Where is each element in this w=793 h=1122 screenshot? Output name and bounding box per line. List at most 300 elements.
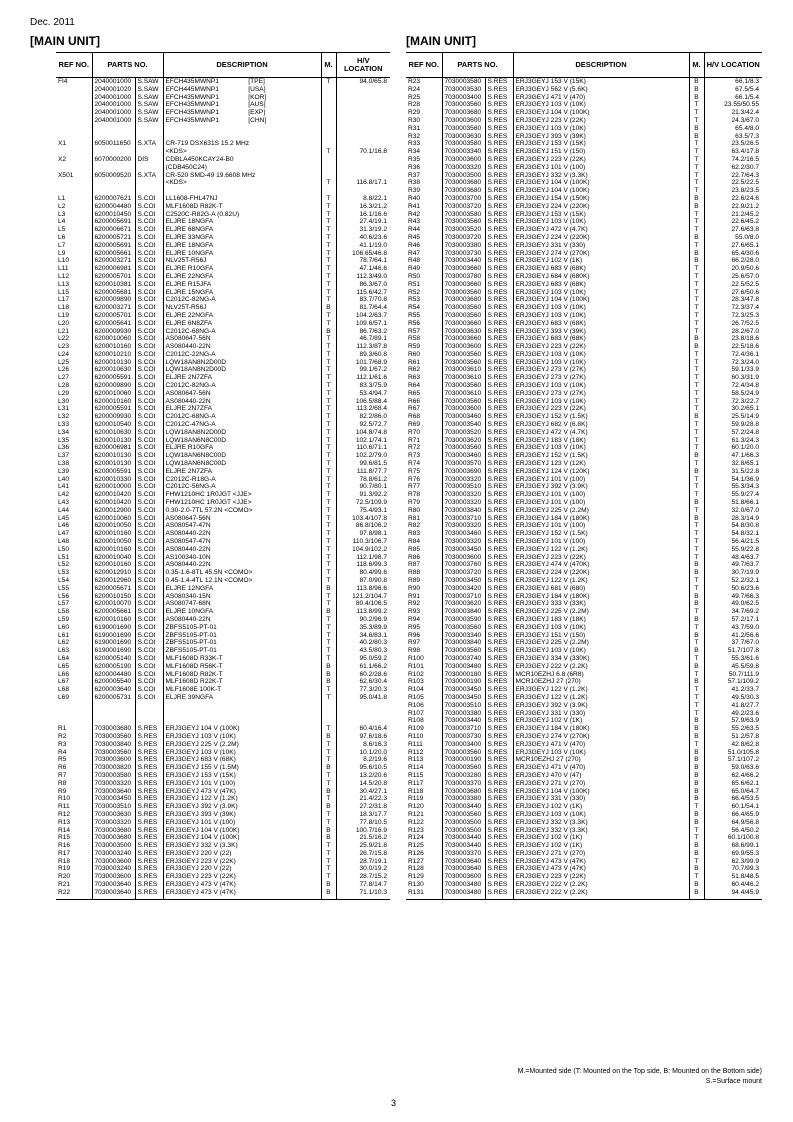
section-title-left: [MAIN UNIT] (30, 34, 100, 48)
description-cell: <KDS> (163, 179, 321, 187)
table-row (56, 172, 390, 180)
mounted-side-cell: T (321, 351, 336, 359)
ref-no-cell: L64 (58, 654, 70, 662)
table-row (56, 788, 390, 796)
hv-location-cell: 68.6/99.1 (704, 842, 762, 850)
hv-location-cell: 95.6/10.5 (336, 764, 390, 772)
part-no-cell: 7030003510 (442, 483, 485, 491)
ref-no-cell (56, 148, 92, 156)
ref-no-cell (56, 164, 92, 172)
table-row (56, 366, 390, 374)
hv-location-cell: 51.0/105.8 (704, 749, 762, 757)
hv-location-cell: 83.7/70.8 (336, 296, 390, 304)
description-cell: EFCH435MWNP1 [EXP] (163, 109, 321, 117)
mounted-side-cell: T (689, 554, 704, 562)
ref-no-cell: L61 (58, 631, 70, 639)
mounted-side-cell: T (321, 405, 336, 413)
mounted-side-cell: T (321, 289, 336, 297)
table-row (56, 538, 390, 546)
ref-no-cell: L19 (58, 311, 70, 319)
description-cell: ERJ3GEYJ 102 V (1K) (513, 803, 689, 811)
part-type-cell: S.RES (485, 569, 513, 577)
mounted-side-cell: T (321, 600, 336, 608)
mounted-side-cell (321, 101, 336, 109)
hv-location-cell: 103.4/107.8 (336, 515, 390, 523)
ref-no-cell: R81 (408, 514, 421, 522)
mounted-side-cell: B (689, 616, 704, 624)
mounted-side-cell: T (689, 522, 704, 530)
page-number: 3 (391, 1098, 397, 1108)
description-cell: ERJ3GEYJ 103 V (10K) (513, 444, 689, 452)
ref-no-cell: R76 (408, 475, 421, 483)
description-cell: EFCH445MWNP1 [USA] (163, 86, 321, 94)
description-cell: ERJ3GEYJ 103 V (10K) (513, 125, 689, 133)
part-type-cell: S.RES (485, 538, 513, 546)
col-ref-no: REF NO. (56, 53, 92, 78)
part-type-cell: S.COI (135, 499, 163, 507)
part-no-cell: 6200010040 (92, 554, 135, 562)
table-row (406, 452, 762, 460)
part-type-cell: S.XTA (135, 172, 163, 180)
part-type-cell: S.COI (135, 226, 163, 234)
part-no-cell: 6200010050 (92, 538, 135, 546)
hv-location-cell: 65.4/8.0 (704, 125, 762, 133)
hv-location-cell: 87.0/90.8 (336, 577, 390, 585)
part-no-cell (92, 164, 135, 172)
part-no-cell: 7030003320 (92, 780, 135, 788)
ref-no-cell: R6 (58, 764, 67, 772)
hv-location-cell (336, 156, 390, 164)
mounted-side-cell: T (321, 226, 336, 234)
mounted-side-cell: B (689, 881, 704, 889)
ref-no-cell: R119 (408, 795, 424, 803)
part-no-cell: 7030003680 (442, 296, 485, 304)
part-type-cell: S.RES (135, 803, 163, 811)
ref-no-cell: R1 (58, 725, 67, 733)
mounted-side-cell: T (689, 686, 704, 694)
table-row (56, 702, 390, 710)
table-row (56, 335, 390, 343)
ref-no-cell: R130 (408, 881, 424, 889)
hv-location-cell: 48.4/63.7 (704, 554, 762, 562)
mounted-side-cell: B (321, 304, 336, 312)
table-row (56, 647, 390, 655)
part-type-cell: S.COI (135, 257, 163, 265)
description-cell: ERJ3GEYJ 102 V (1K) (513, 257, 689, 265)
part-type-cell (135, 125, 163, 133)
description-cell: AS080547-47N (163, 538, 321, 546)
part-type-cell: S.RES (135, 811, 163, 819)
hv-location-cell: 30.7/19.9 (704, 569, 762, 577)
description-cell: LQW18AN6N8C00D (163, 460, 321, 468)
part-no-cell: 2040001000 (92, 101, 135, 109)
table-row (406, 273, 762, 281)
part-no-cell: 7030003320 (442, 499, 485, 507)
part-no-cell: 7030003560 (442, 811, 485, 819)
part-type-cell: S.COI (135, 296, 163, 304)
mounted-side-cell: T (321, 795, 336, 803)
hv-location-cell: 112.3/87.8 (336, 343, 390, 351)
mounted-side-cell: T (321, 203, 336, 211)
ref-no-cell: R58 (408, 335, 421, 343)
part-no-cell: 6200005591 (92, 374, 135, 382)
description-cell: EFCH435MWNP1 [TPE] (163, 78, 321, 86)
part-type-cell: S.RES (485, 842, 513, 850)
part-no-cell: 6200010160 (92, 546, 135, 554)
ref-no-cell: FI4 (58, 78, 68, 85)
part-type-cell: S.SAW (135, 86, 163, 94)
part-no-cell: 7030003700 (442, 195, 485, 203)
description-cell: MLF1608D R56K-T (163, 663, 321, 671)
hv-location-cell: 21.2/45.2 (704, 211, 762, 219)
mounted-side-cell: B (321, 671, 336, 679)
part-type-cell: S.COI (135, 468, 163, 476)
part-type-cell: S.COI (135, 289, 163, 297)
hv-location-cell: 89.3/60.8 (336, 351, 390, 359)
part-no-cell: 7030003480 (442, 663, 485, 671)
table-row (406, 710, 762, 718)
hv-location-cell: 47.1/46.6 (336, 265, 390, 273)
description-cell: ERJ3GEYJ 102 V (1K) (513, 717, 689, 725)
table-row (406, 632, 762, 640)
ref-no-cell: L58 (58, 608, 70, 616)
table-row (406, 211, 762, 219)
table-row (56, 639, 390, 647)
table-row (56, 624, 390, 632)
part-no-cell: 7030003400 (442, 741, 485, 749)
mounted-side-cell: T (689, 382, 704, 390)
ref-no-cell: R31 (408, 124, 421, 132)
hv-location-cell: 115.6/42.7 (336, 289, 390, 297)
hv-location-cell: 61.1/66.2 (336, 663, 390, 671)
description-cell: ERJ3GEYJ 333 V (33K) (513, 600, 689, 608)
mounted-side-cell: T (321, 811, 336, 819)
part-no-cell: 7030003630 (92, 811, 135, 819)
ref-no-cell: L44 (58, 506, 70, 514)
mounted-side-cell: T (321, 554, 336, 562)
part-type-cell: S.RES (485, 312, 513, 320)
part-type-cell: S.COI (135, 639, 163, 647)
hv-location-cell: 27.6/65.1 (704, 242, 762, 250)
description-cell: ERJ3GEYJ 332 V (3.3K) (163, 842, 321, 850)
mounted-side-cell: T (321, 421, 336, 429)
hv-location-cell (336, 140, 390, 148)
table-row (406, 554, 762, 562)
part-type-cell: S.RES (485, 421, 513, 429)
part-no-cell: 7030003460 (442, 452, 485, 460)
table-row (406, 889, 762, 899)
part-no-cell: 7030003580 (442, 78, 485, 86)
table-row (406, 460, 762, 468)
part-no-cell: 6190001690 (92, 624, 135, 632)
part-no-cell: 7030000190 (442, 756, 485, 764)
part-type-cell: S.COI (135, 413, 163, 421)
mounted-side-cell: B (689, 850, 704, 858)
mounted-side-cell: T (689, 359, 704, 367)
table-row (406, 117, 762, 125)
description-cell: ERJ3GEYJ 274 V (270K) (513, 733, 689, 741)
part-type-cell: S.RES (485, 289, 513, 297)
description-cell: C2012C-56NG-A (163, 483, 321, 491)
hv-location-cell: 25.5/14.9 (704, 413, 762, 421)
table-row (406, 538, 762, 546)
ref-no-cell: L24 (58, 350, 70, 358)
part-type-cell: S.RES (485, 234, 513, 242)
part-type-cell: S.RES (485, 858, 513, 866)
mounted-side-cell: B (689, 780, 704, 788)
description-cell: ERJ3GEYJ 184 V (180K) (513, 725, 689, 733)
mounted-side-cell: T (689, 483, 704, 491)
ref-no-cell: L13 (58, 280, 70, 288)
part-type-cell: S.COI (135, 351, 163, 359)
mounted-side-cell: T (689, 328, 704, 336)
mounted-side-cell: T (689, 585, 704, 593)
part-type-cell: S.RES (135, 834, 163, 842)
mounted-side-cell: T (689, 741, 704, 749)
part-no-cell: 7030003610 (442, 374, 485, 382)
table-row (56, 780, 390, 788)
mounted-side-cell: B (321, 803, 336, 811)
hv-location-cell: 51.8/48.5 (704, 873, 762, 881)
part-type-cell: S.RES (135, 772, 163, 780)
description-cell: ZBFS5105-PT-01 (163, 647, 321, 655)
part-no-cell: 7030003680 (442, 109, 485, 117)
table-row (406, 281, 762, 289)
table-row (406, 865, 762, 873)
ref-no-cell: R122 (408, 818, 424, 826)
table-row (56, 218, 390, 226)
description-cell: <KDS> (163, 148, 321, 156)
part-type-cell: S.RES (485, 86, 513, 94)
ref-no-cell: L55 (58, 584, 70, 592)
ref-no-cell: R42 (408, 210, 421, 218)
part-type-cell: S.RES (485, 187, 513, 195)
hv-location-cell: 90.2/96.9 (336, 616, 390, 624)
part-no-cell: 7030003440 (442, 834, 485, 842)
mounted-side-cell: T (321, 694, 336, 702)
description-cell: AS080647-56N (163, 390, 321, 398)
part-no-cell: 7030003320 (442, 476, 485, 484)
description-cell: ERJ3GEYJ 123 V (12K) (513, 460, 689, 468)
part-no-cell: 7030003560 (442, 398, 485, 406)
mounted-side-cell: B (689, 749, 704, 757)
hv-location-cell: 60.2/28.6 (336, 671, 390, 679)
part-type-cell: S.COI (135, 195, 163, 203)
ref-no-cell: L39 (58, 467, 70, 475)
table-row (56, 561, 390, 569)
part-type-cell: S.RES (485, 577, 513, 585)
part-no-cell: 6200005701 (92, 273, 135, 281)
part-no-cell: 7030003340 (442, 632, 485, 640)
table-row (406, 250, 762, 258)
mounted-side-cell: B (689, 725, 704, 733)
table-row (56, 296, 390, 304)
ref-no-cell: L68 (58, 686, 70, 694)
hv-location-cell: 28.2/67.0 (704, 328, 762, 336)
hv-location-cell: 63.4/17.8 (704, 148, 762, 156)
table-row (56, 203, 390, 211)
table-row (56, 125, 390, 133)
part-type-cell: S.COI (135, 203, 163, 211)
mounted-side-cell: T (689, 405, 704, 413)
part-no-cell: 6200010450 (92, 211, 135, 219)
ref-no-cell: L15 (58, 288, 70, 296)
part-type-cell: S.RES (485, 499, 513, 507)
part-no-cell: 6200005691 (92, 242, 135, 250)
part-no-cell: 7030003560 (442, 444, 485, 452)
ref-no-cell: L17 (58, 296, 70, 304)
mounted-side-cell: T (321, 561, 336, 569)
part-no-cell: 7030003720 (442, 203, 485, 211)
part-no-cell: 2040001000 (92, 94, 135, 102)
hv-location-cell: 14.5/20.8 (336, 780, 390, 788)
part-type-cell: S.COI (135, 444, 163, 452)
ref-no-cell: L57 (58, 600, 70, 608)
part-no-cell: 6200005691 (92, 218, 135, 226)
part-no-cell: 6200010130 (92, 359, 135, 367)
table-row (406, 655, 762, 663)
hv-location-cell: 28.3/14.9 (704, 515, 762, 523)
table-row (406, 343, 762, 351)
table-row (406, 289, 762, 297)
part-type-cell: S.RES (485, 889, 513, 899)
hv-location-cell: 20.9/50.6 (704, 265, 762, 273)
part-type-cell: S.COI (135, 405, 163, 413)
table-row (406, 109, 762, 117)
description-cell: ERJ3GEYJ 103 V (10K) (513, 312, 689, 320)
description-cell: ERJ3GEYJ 223 V (22K) (163, 858, 321, 866)
part-type-cell: S.COI (135, 460, 163, 468)
hv-location-cell: 86.3/67.0 (336, 281, 390, 289)
part-no-cell: 7030003560 (442, 351, 485, 359)
description-cell: ERJ3GEYJ 474 V (470K) (513, 561, 689, 569)
description-cell: LQW18AN6N8C00D (163, 437, 321, 445)
part-type-cell: S.RES (485, 881, 513, 889)
table-row (56, 507, 390, 515)
ref-no-cell: R80 (408, 506, 421, 514)
table-row (56, 717, 390, 725)
table-row (56, 850, 390, 858)
mounted-side-cell: T (689, 172, 704, 180)
mounted-side-cell: T (321, 756, 336, 764)
table-row (406, 187, 762, 195)
ref-no-cell: L50 (58, 545, 70, 553)
part-type-cell: S.COI (135, 335, 163, 343)
table-row (56, 772, 390, 780)
description-cell: ELJRE 10NGFA (163, 608, 321, 616)
part-no-cell (92, 179, 135, 187)
part-type-cell: S.RES (485, 515, 513, 523)
part-no-cell: 6200010130 (92, 460, 135, 468)
table-row (406, 819, 762, 827)
description-cell: ERJ3GEYJ 102 V (1K) (513, 834, 689, 842)
description-cell: ERJ3GEYJ 220 V (22) (163, 850, 321, 858)
part-no-cell: 6200010130 (92, 437, 135, 445)
part-no-cell: 6200010070 (92, 600, 135, 608)
table-row (56, 281, 390, 289)
hv-location-cell: 30.4/27.1 (336, 788, 390, 796)
hv-location-cell (336, 117, 390, 125)
part-no-cell: 7030003450 (442, 577, 485, 585)
description-cell: ERJ3GEYJ 684 V (680K) (513, 273, 689, 281)
col-parts-no: PARTS NO. (92, 53, 163, 78)
mounted-side-cell: B (689, 125, 704, 133)
table-row (406, 195, 762, 203)
table-row (56, 429, 390, 437)
mounted-side-cell: T (689, 639, 704, 647)
hv-location-cell: 60.4/16.4 (336, 725, 390, 733)
part-type-cell: S.RES (485, 94, 513, 102)
part-no-cell: 7030003640 (92, 788, 135, 796)
mounted-side-cell: B (321, 834, 336, 842)
part-no-cell: 7030003450 (442, 686, 485, 694)
part-no-cell: 7030003840 (442, 507, 485, 515)
ref-no-cell: L11 (58, 265, 69, 273)
mounted-side-cell: T (321, 437, 336, 445)
description-cell: NLV25T-R56J (163, 304, 321, 312)
ref-no-cell: L42 (58, 491, 70, 499)
description-cell: AS080647-56N (163, 515, 321, 523)
part-type-cell: S.RES (485, 624, 513, 632)
part-type-cell: S.COI (135, 561, 163, 569)
hv-location-cell: 65.0/64.7 (704, 788, 762, 796)
mounted-side-cell: T (321, 257, 336, 265)
part-no-cell: 7030003560 (442, 647, 485, 655)
table-row (406, 444, 762, 452)
hv-location-cell: 22.7/64.3 (704, 172, 762, 180)
description-cell: C2012C-22NG-A (163, 351, 321, 359)
description-cell: EFCH435MWNP1 [AUS] (163, 101, 321, 109)
mounted-side-cell: T (321, 538, 336, 546)
part-type-cell: S.RES (135, 764, 163, 772)
part-no-cell: 7030003320 (442, 491, 485, 499)
mounted-side-cell: T (321, 577, 336, 585)
ref-no-cell (56, 101, 92, 109)
ref-no-cell: L45 (58, 514, 70, 522)
table-row (56, 600, 390, 608)
part-type-cell: S.RES (485, 117, 513, 125)
mounted-side-cell: T (321, 569, 336, 577)
description-cell: ERJ3GEYJ 103 V (10K) (513, 289, 689, 297)
part-type-cell: S.RES (485, 608, 513, 616)
table-row (406, 78, 762, 86)
description-cell: C2012C-82NG-A (163, 296, 321, 304)
table-row (56, 444, 390, 452)
table-row (56, 593, 390, 601)
description-cell: ERJ3GEYJ 222 V (2.2K) (513, 881, 689, 889)
description-cell: ERJ3GEYJ 332 V (3.3K) (513, 172, 689, 180)
mounted-side-cell: T (689, 164, 704, 172)
ref-no-cell: R73 (408, 452, 421, 460)
document-date: Dec. 2011 (30, 17, 75, 28)
ref-no-cell: R74 (408, 460, 421, 468)
part-type-cell: S.RES (485, 413, 513, 421)
description-cell: ERJ3GEYJ 152 V (1.5K) (513, 452, 689, 460)
part-type-cell: S.COI (135, 281, 163, 289)
table-row (56, 764, 390, 772)
ref-no-cell: R30 (408, 116, 421, 124)
part-no-cell: 6200010381 (92, 281, 135, 289)
part-type-cell: S.RES (485, 273, 513, 281)
part-type-cell: S.RES (485, 148, 513, 156)
hv-location-cell: 50.6/23.6 (704, 585, 762, 593)
table-row (56, 164, 390, 172)
description-cell: ERJ3GEYJ 224 V (220K) (513, 203, 689, 211)
part-no-cell: 7030003590 (442, 616, 485, 624)
hv-location-cell: 111.8/77.7 (336, 468, 390, 476)
description-cell: ERJ3GEYJ 184 V (180K) (513, 593, 689, 601)
part-type-cell: S.RES (135, 858, 163, 866)
